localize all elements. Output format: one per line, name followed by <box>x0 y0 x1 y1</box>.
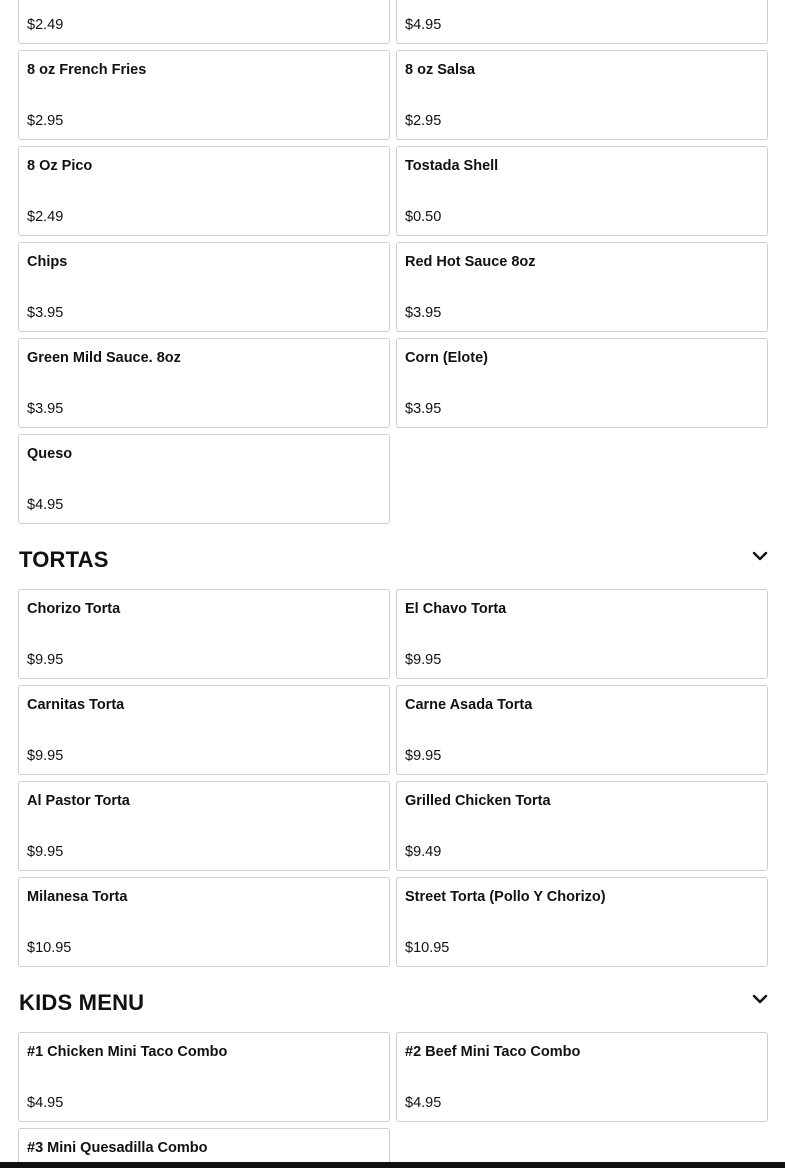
menu-item-card[interactable] <box>396 1032 768 1122</box>
menu-item-price: $9.95 <box>27 844 64 860</box>
menu-item-name: Carne Asada Torta <box>405 697 533 713</box>
menu-item-name: Milanesa Torta <box>27 889 128 905</box>
menu-item-card[interactable] <box>18 0 390 44</box>
menu-item-price: $9.49 <box>405 844 442 860</box>
menu-item-card[interactable] <box>396 589 768 679</box>
menu-item-card[interactable] <box>18 685 390 775</box>
menu-item-card[interactable] <box>396 146 768 236</box>
menu-item-name: 8 oz French Fries <box>27 62 147 78</box>
menu-item-name: Red Hot Sauce 8oz <box>405 254 536 270</box>
menu-item-card[interactable] <box>18 589 390 679</box>
menu-item-name: Carnitas Torta <box>27 697 125 713</box>
menu-item-price: $0.50 <box>405 209 442 225</box>
menu-item-card[interactable] <box>396 242 768 332</box>
menu-item-name: Queso <box>27 446 73 462</box>
menu-item-card[interactable] <box>396 781 768 871</box>
menu-item-card[interactable] <box>18 146 390 236</box>
menu-item-name: Green Mild Sauce. 8oz <box>27 350 181 366</box>
menu-item-card[interactable] <box>396 877 768 967</box>
menu-item-name: 8 Oz Pico <box>27 158 93 174</box>
menu-item-card[interactable] <box>396 0 768 44</box>
menu-item-price: $2.95 <box>27 113 64 129</box>
menu-item-price: $3.95 <box>405 401 442 417</box>
menu-item-price: $10.95 <box>405 940 450 956</box>
menu-item-card[interactable] <box>18 242 390 332</box>
menu-item-price: $9.95 <box>405 652 442 668</box>
menu-item-name: Tostada Shell <box>405 158 499 174</box>
menu-item-price: $4.95 <box>27 1095 64 1111</box>
chevron-down-icon[interactable] <box>751 990 769 1008</box>
menu-item-price: $9.95 <box>405 748 442 764</box>
menu-item-price: $4.95 <box>405 1095 442 1111</box>
menu-item-price: $4.95 <box>405 17 442 33</box>
menu-item-card[interactable] <box>396 338 768 428</box>
bottom-bar <box>0 1162 785 1168</box>
section-title-tortas: TORTAS <box>19 547 109 572</box>
menu-item-price: $3.95 <box>405 305 442 321</box>
menu-item-name: El Chavo Torta <box>405 601 507 617</box>
menu-item-card[interactable] <box>18 781 390 871</box>
menu-item-card[interactable] <box>18 434 390 524</box>
menu-item-price: $2.49 <box>27 17 64 33</box>
menu-item-name: Al Pastor Torta <box>27 793 130 809</box>
menu-item-card[interactable] <box>18 1032 390 1122</box>
menu-item-card[interactable] <box>18 338 390 428</box>
section-title-kids-menu: KIDS MENU <box>19 990 145 1015</box>
menu-item-card[interactable] <box>18 50 390 140</box>
menu-item-price: $2.49 <box>27 209 64 225</box>
menu-item-card[interactable] <box>396 685 768 775</box>
menu-item-price: $10.95 <box>27 940 72 956</box>
menu-item-price: $9.95 <box>27 652 64 668</box>
menu-item-name: #2 Beef Mini Taco Combo <box>405 1044 581 1060</box>
menu-item-card[interactable] <box>396 50 768 140</box>
menu-item-name: Street Torta (Pollo Y Chorizo) <box>405 889 606 905</box>
menu-item-name: Corn (Elote) <box>405 350 488 366</box>
menu-item-name: 8 oz Salsa <box>405 62 476 78</box>
menu-item-price: $9.95 <box>27 748 64 764</box>
menu-item-name: Chips <box>27 254 68 270</box>
menu-item-name: Chorizo Torta <box>27 601 121 617</box>
chevron-down-icon[interactable] <box>751 547 769 565</box>
menu-item-price: $4.95 <box>27 497 64 513</box>
menu-item-card[interactable] <box>18 877 390 967</box>
menu-item-price: $2.95 <box>405 113 442 129</box>
menu-item-price: $3.95 <box>27 305 64 321</box>
menu-item-price: $3.95 <box>27 401 64 417</box>
menu-item-name: #1 Chicken Mini Taco Combo <box>27 1044 228 1060</box>
menu-item-name: Grilled Chicken Torta <box>405 793 551 809</box>
menu-item-name: #3 Mini Quesadilla Combo <box>27 1140 208 1156</box>
